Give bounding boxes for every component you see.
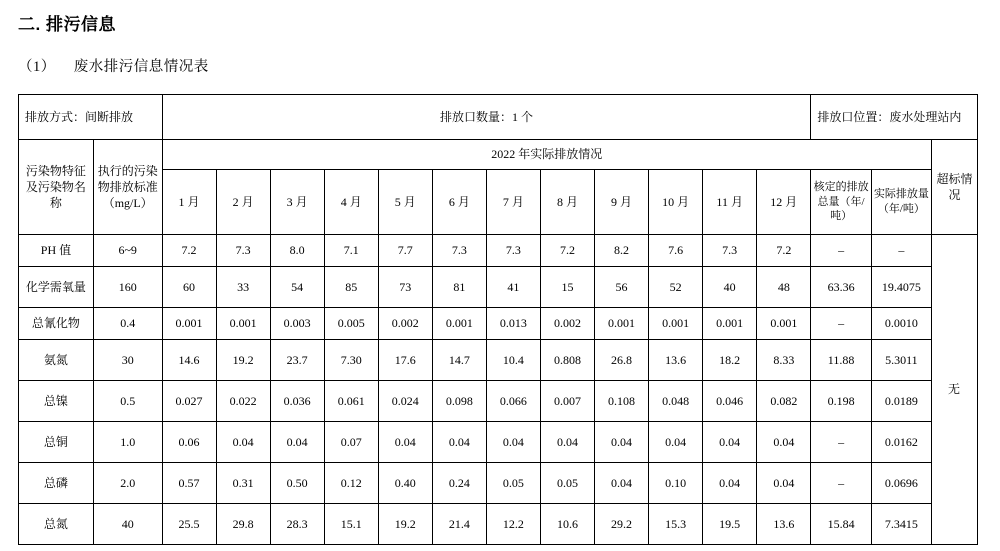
actual-total-value: 0.0696 [871, 463, 931, 504]
month-value-1: 0.06 [162, 422, 216, 463]
month-value-12: 0.04 [757, 463, 811, 504]
pollutant-name: 化学需氧量 [19, 267, 94, 308]
month-value-7: 7.3 [486, 235, 540, 267]
table-row [19, 422, 978, 463]
month-value-12: 13.6 [757, 504, 811, 545]
actual-total-value: 7.3415 [871, 504, 931, 545]
table-row [19, 340, 978, 381]
document-page [0, 10, 1000, 545]
pollutant-standard: 1.0 [93, 422, 162, 463]
month-value-11: 7.3 [703, 235, 757, 267]
month-value-1: 0.001 [162, 308, 216, 340]
approved-total-value: – [811, 235, 871, 267]
table-header-row-3 [19, 170, 978, 235]
pollutant-standard: 0.5 [93, 381, 162, 422]
approved-total-value: – [811, 308, 871, 340]
approved-total-value: 11.88 [811, 340, 871, 381]
month-header-8: 8 月 [540, 170, 594, 235]
month-value-5: 7.7 [378, 235, 432, 267]
month-value-10: 0.10 [649, 463, 703, 504]
month-value-3: 0.04 [270, 422, 324, 463]
month-value-10: 0.04 [649, 422, 703, 463]
month-value-11: 0.046 [703, 381, 757, 422]
month-value-11: 19.5 [703, 504, 757, 545]
month-value-1: 7.2 [162, 235, 216, 267]
month-value-12: 0.001 [757, 308, 811, 340]
month-value-8: 15 [540, 267, 594, 308]
approved-total-value: – [811, 422, 871, 463]
month-value-1: 25.5 [162, 504, 216, 545]
actual-total-value: 5.3011 [871, 340, 931, 381]
month-value-2: 29.8 [216, 504, 270, 545]
month-value-12: 0.082 [757, 381, 811, 422]
month-value-5: 19.2 [378, 504, 432, 545]
month-value-8: 0.808 [540, 340, 594, 381]
approved-total-value: 63.36 [811, 267, 871, 308]
month-value-8: 0.007 [540, 381, 594, 422]
month-value-6: 7.3 [432, 235, 486, 267]
month-value-7: 0.013 [486, 308, 540, 340]
month-value-7: 12.2 [486, 504, 540, 545]
month-value-10: 7.6 [649, 235, 703, 267]
month-value-4: 0.061 [324, 381, 378, 422]
actual-total-header: 实际排放量（年/吨） [871, 170, 931, 235]
month-value-4: 15.1 [324, 504, 378, 545]
month-value-12: 8.33 [757, 340, 811, 381]
month-value-6: 0.24 [432, 463, 486, 504]
month-value-9: 26.8 [595, 340, 649, 381]
month-header-1: 1 月 [162, 170, 216, 235]
table-row [19, 308, 978, 340]
approved-total-value: 15.84 [811, 504, 871, 545]
pollutant-standard: 0.4 [93, 308, 162, 340]
pollutant-standard: 160 [93, 267, 162, 308]
month-value-9: 0.04 [595, 463, 649, 504]
month-value-6: 81 [432, 267, 486, 308]
month-value-9: 8.2 [595, 235, 649, 267]
month-value-12: 48 [757, 267, 811, 308]
month-value-2: 7.3 [216, 235, 270, 267]
month-value-10: 15.3 [649, 504, 703, 545]
month-value-10: 13.6 [649, 340, 703, 381]
month-value-1: 60 [162, 267, 216, 308]
month-value-8: 7.2 [540, 235, 594, 267]
month-value-2: 0.022 [216, 381, 270, 422]
subsection-title [18, 55, 1000, 76]
pollutant-name-header: 污染物特征及污染物名称 [19, 140, 94, 235]
month-value-8: 0.05 [540, 463, 594, 504]
month-value-6: 14.7 [432, 340, 486, 381]
year-span-header: 2022 年实际排放情况 [162, 140, 932, 170]
month-value-3: 0.036 [270, 381, 324, 422]
month-value-2: 33 [216, 267, 270, 308]
month-value-3: 0.50 [270, 463, 324, 504]
month-value-1: 14.6 [162, 340, 216, 381]
month-value-4: 7.1 [324, 235, 378, 267]
month-value-3: 0.003 [270, 308, 324, 340]
month-value-11: 0.04 [703, 463, 757, 504]
month-value-3: 23.7 [270, 340, 324, 381]
actual-total-value: 0.0010 [871, 308, 931, 340]
month-header-6: 6 月 [432, 170, 486, 235]
month-value-2: 0.001 [216, 308, 270, 340]
month-value-1: 0.57 [162, 463, 216, 504]
month-value-5: 73 [378, 267, 432, 308]
month-value-7: 0.05 [486, 463, 540, 504]
month-header-11: 11 月 [703, 170, 757, 235]
month-value-4: 7.30 [324, 340, 378, 381]
month-value-5: 0.024 [378, 381, 432, 422]
month-header-9: 9 月 [595, 170, 649, 235]
month-value-8: 10.6 [540, 504, 594, 545]
month-value-3: 8.0 [270, 235, 324, 267]
table-row [19, 235, 978, 267]
month-value-8: 0.002 [540, 308, 594, 340]
pollutant-name: 氨氮 [19, 340, 94, 381]
month-value-3: 28.3 [270, 504, 324, 545]
month-value-7: 10.4 [486, 340, 540, 381]
month-value-2: 0.31 [216, 463, 270, 504]
month-value-9: 56 [595, 267, 649, 308]
discharge-method-cell: 排放方式：间断排放 [19, 95, 163, 140]
section-title: 二. 排污信息 [18, 15, 116, 34]
month-value-11: 40 [703, 267, 757, 308]
month-value-6: 21.4 [432, 504, 486, 545]
month-value-9: 0.04 [595, 422, 649, 463]
month-header-7: 7 月 [486, 170, 540, 235]
month-value-11: 18.2 [703, 340, 757, 381]
approved-total-value: 0.198 [811, 381, 871, 422]
month-value-9: 0.001 [595, 308, 649, 340]
month-value-12: 7.2 [757, 235, 811, 267]
waste-water-discharge-table [18, 94, 978, 545]
month-header-5: 5 月 [378, 170, 432, 235]
month-value-6: 0.001 [432, 308, 486, 340]
month-header-12: 12 月 [757, 170, 811, 235]
month-value-1: 0.027 [162, 381, 216, 422]
pollutant-standard: 6~9 [93, 235, 162, 267]
actual-total-value: – [871, 235, 931, 267]
month-value-2: 19.2 [216, 340, 270, 381]
month-value-8: 0.04 [540, 422, 594, 463]
actual-total-value: 0.0162 [871, 422, 931, 463]
month-value-6: 0.04 [432, 422, 486, 463]
month-value-7: 0.066 [486, 381, 540, 422]
pollutant-standard: 2.0 [93, 463, 162, 504]
subsection-number: （1） [18, 59, 56, 75]
month-value-5: 0.002 [378, 308, 432, 340]
outlet-location-cell: 排放口位置：废水处理站内 [811, 95, 978, 140]
approved-total-value: – [811, 463, 871, 504]
table-row [19, 463, 978, 504]
pollutant-name: 总镍 [19, 381, 94, 422]
month-value-5: 17.6 [378, 340, 432, 381]
table-row [19, 267, 978, 308]
month-value-9: 0.108 [595, 381, 649, 422]
month-value-7: 41 [486, 267, 540, 308]
waste-water-discharge-table-wrap [18, 94, 978, 545]
month-value-10: 52 [649, 267, 703, 308]
pollutant-name: PH 值 [19, 235, 94, 267]
month-value-5: 0.04 [378, 422, 432, 463]
month-value-6: 0.098 [432, 381, 486, 422]
month-value-9: 29.2 [595, 504, 649, 545]
month-value-12: 0.04 [757, 422, 811, 463]
month-value-10: 0.001 [649, 308, 703, 340]
pollutant-name: 总氰化物 [19, 308, 94, 340]
exceed-status-header: 超标情况 [932, 140, 978, 235]
month-value-7: 0.04 [486, 422, 540, 463]
approved-total-header: 核定的排放总量（年/吨） [811, 170, 871, 235]
month-value-5: 0.40 [378, 463, 432, 504]
month-header-10: 10 月 [649, 170, 703, 235]
exceed-status-value: 无 [932, 235, 978, 545]
month-header-4: 4 月 [324, 170, 378, 235]
month-value-4: 0.005 [324, 308, 378, 340]
pollutant-standard: 30 [93, 340, 162, 381]
month-value-11: 0.001 [703, 308, 757, 340]
actual-total-value: 19.4075 [871, 267, 931, 308]
month-value-4: 85 [324, 267, 378, 308]
pollutant-name: 总磷 [19, 463, 94, 504]
table-header-row-1 [19, 95, 978, 140]
subsection-label: 废水排污信息情况表 [73, 59, 209, 75]
table-row [19, 504, 978, 545]
table-header-row-2 [19, 140, 978, 170]
month-value-4: 0.12 [324, 463, 378, 504]
month-value-4: 0.07 [324, 422, 378, 463]
pollutant-name: 总氮 [19, 504, 94, 545]
month-value-2: 0.04 [216, 422, 270, 463]
table-row [19, 381, 978, 422]
pollutant-name: 总铜 [19, 422, 94, 463]
outlet-count-cell: 排放口数量：1 个 [162, 95, 811, 140]
month-value-11: 0.04 [703, 422, 757, 463]
month-value-10: 0.048 [649, 381, 703, 422]
standard-header: 执行的污染物排放标准（mg/L） [93, 140, 162, 235]
month-header-2: 2 月 [216, 170, 270, 235]
month-header-3: 3 月 [270, 170, 324, 235]
actual-total-value: 0.0189 [871, 381, 931, 422]
pollutant-standard: 40 [93, 504, 162, 545]
month-value-3: 54 [270, 267, 324, 308]
